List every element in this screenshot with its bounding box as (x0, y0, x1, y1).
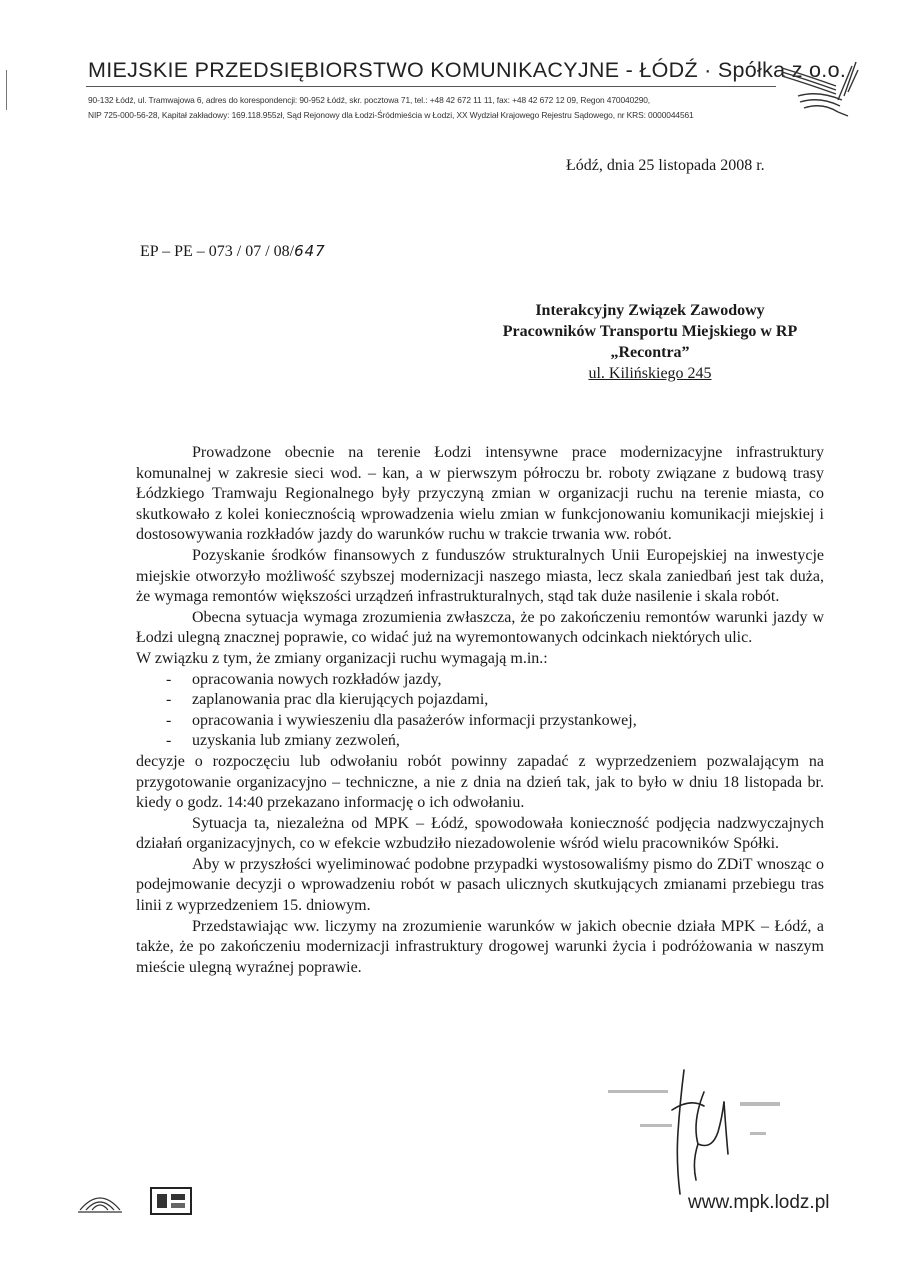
list-item: - uzyskania lub zmiany zezwoleń, (166, 732, 400, 750)
reference-printed: EP – PE – 073 / 07 / 08/ (140, 243, 295, 260)
list-item: - opracowania i wywieszeniu dla pasażerów informacji przystankowej, (166, 711, 637, 729)
paragraph-5: decyzje o rozpoczęciu lub odwołaniu robót powinny zapadać z wyprzedzeniem pozwalającym na przygotowanie organizacyjno – techniczne, a nie z dnia na dzień tak, jak to było w dniu 18 listopada br. kiedy o godz. 14:40 przekazano informację o ich odwołaniu. (136, 752, 824, 812)
company-info-line-1: 90-132 Łódź, ul. Tramwajowa 6, adres do korespondencji: 90-952 Łódź, skr. pocztowa 71, tel.: +48 42 672 11 11, fax: +48 42 672 12 09, Regon 470040290, (88, 95, 651, 105)
reference-handwritten: 647 (294, 242, 326, 260)
paragraph-7: Aby w przyszłości wyeliminować podobne przypadki wystosowaliśmy pismo do ZDiT wnosząc o podejmowanie decyzji o wprowadzeniu robót w pasach ulicznych skutkujących zmianami przebiegu tras linii z wyprzedzeniem 15. dniowym. (136, 855, 824, 915)
requirements-list (136, 670, 824, 752)
paragraph-8: Przedstawiając ww. liczymy na zrozumienie warunków w jakich obecnie działa MPK – Łódź, a także, że po zakończeniu modernizacji infrastruktury drogowej warunki życia i podróżowania w naszym mieście ulegną wyraźnej poprawie. (136, 917, 824, 976)
list-item: - zaplanowania prac dla kierujących pojazdami, (166, 691, 489, 709)
mpk-logo (778, 56, 862, 122)
paragraph-6: Sytuacja ta, niezależna od MPK – Łódź, spowodowała konieczność podjęcia nadzwyczajnych działań organizacyjnych, co w efekcie wzbudziło niezadowolenie wśród wielu pracowników Spółki. (136, 814, 824, 853)
reference-number (140, 242, 326, 261)
paragraph-3: Obecna sytuacja wymaga zrozumienia zwłaszcza, że po zakończeniu remontów warunki jazdy w Łodzi ulegną znacznej poprawie, co widać już na wyremontowanych odcinkach niektórych ulic. (136, 608, 824, 647)
recipient-line-3: „Recontra” (610, 344, 690, 361)
signature (600, 1062, 800, 1212)
letter-body (136, 443, 824, 978)
recipient-line-2: Pracowników Transportu Miejskiego w RP (502, 323, 798, 340)
company-name: MIEJSKIE PRZEDSIĘBIORSTWO KOMUNIKACYJNE - ŁÓDŹ · Spółka z o.o. (88, 58, 847, 82)
recipient-block (440, 300, 860, 384)
paragraph-2: Pozyskanie środków finansowych z funduszów strukturalnych Unii Europejskiej na inwestycje miejskie otworzyło możliwość szybszej modernizacji naszego miasta, lecz skala zaniedbań jest tak duża, że wymaga remontów większości urządzeń infrastrukturalnych, stąd tak duże nasilenie i skala robót. (136, 546, 824, 606)
iso-certificate-logo (149, 1186, 193, 1216)
list-item: - opracowania nowych rozkładów jazdy, (166, 670, 442, 688)
certification-logo (74, 1186, 126, 1216)
paragraph-4: W związku z tym, że zmiany organizacji ruchu wymagają m.in.: (136, 649, 548, 667)
recipient-line-1: Interakcyjny Związek Zawodowy (535, 302, 765, 319)
website-url: www.mpk.lodz.pl (688, 1192, 830, 1213)
company-info-line-2: NIP 725-000-56-28, Kapitał zakładowy: 169.118.955zł, Sąd Rejonowy dla Łodzi-Śródmieścia w Łodzi, XX Wydział Krajowego Rejestru Sądowego, nr KRS: 0000044561 (88, 110, 694, 120)
paragraph-1: Prowadzone obecnie na terenie Łodzi intensywne prace modernizacyjne infrastruktury komunalnej w zakresie sieci wod. – kan, a w pierwszym półroczu br. roboty związane z budową trasy Łódzkiego Tramwaju Regionalnego były przyczyną zmian w organizacji ruchu na terenie miasta, co skutkowało z kolei koniecznością wprowadzenia wielu zmian w funkcjonowaniu komunikacji miejskiej i dostosowywania rozkładów jazdy do warunków ruchu w trakcie trwania ww. robót. (136, 444, 824, 544)
letter-date: Łódź, dnia 25 listopada 2008 r. (566, 157, 765, 174)
letterhead-rule (86, 86, 776, 87)
recipient-address: ul. Kilińskiego 245 (588, 365, 712, 382)
scan-margin-mark (6, 70, 7, 110)
